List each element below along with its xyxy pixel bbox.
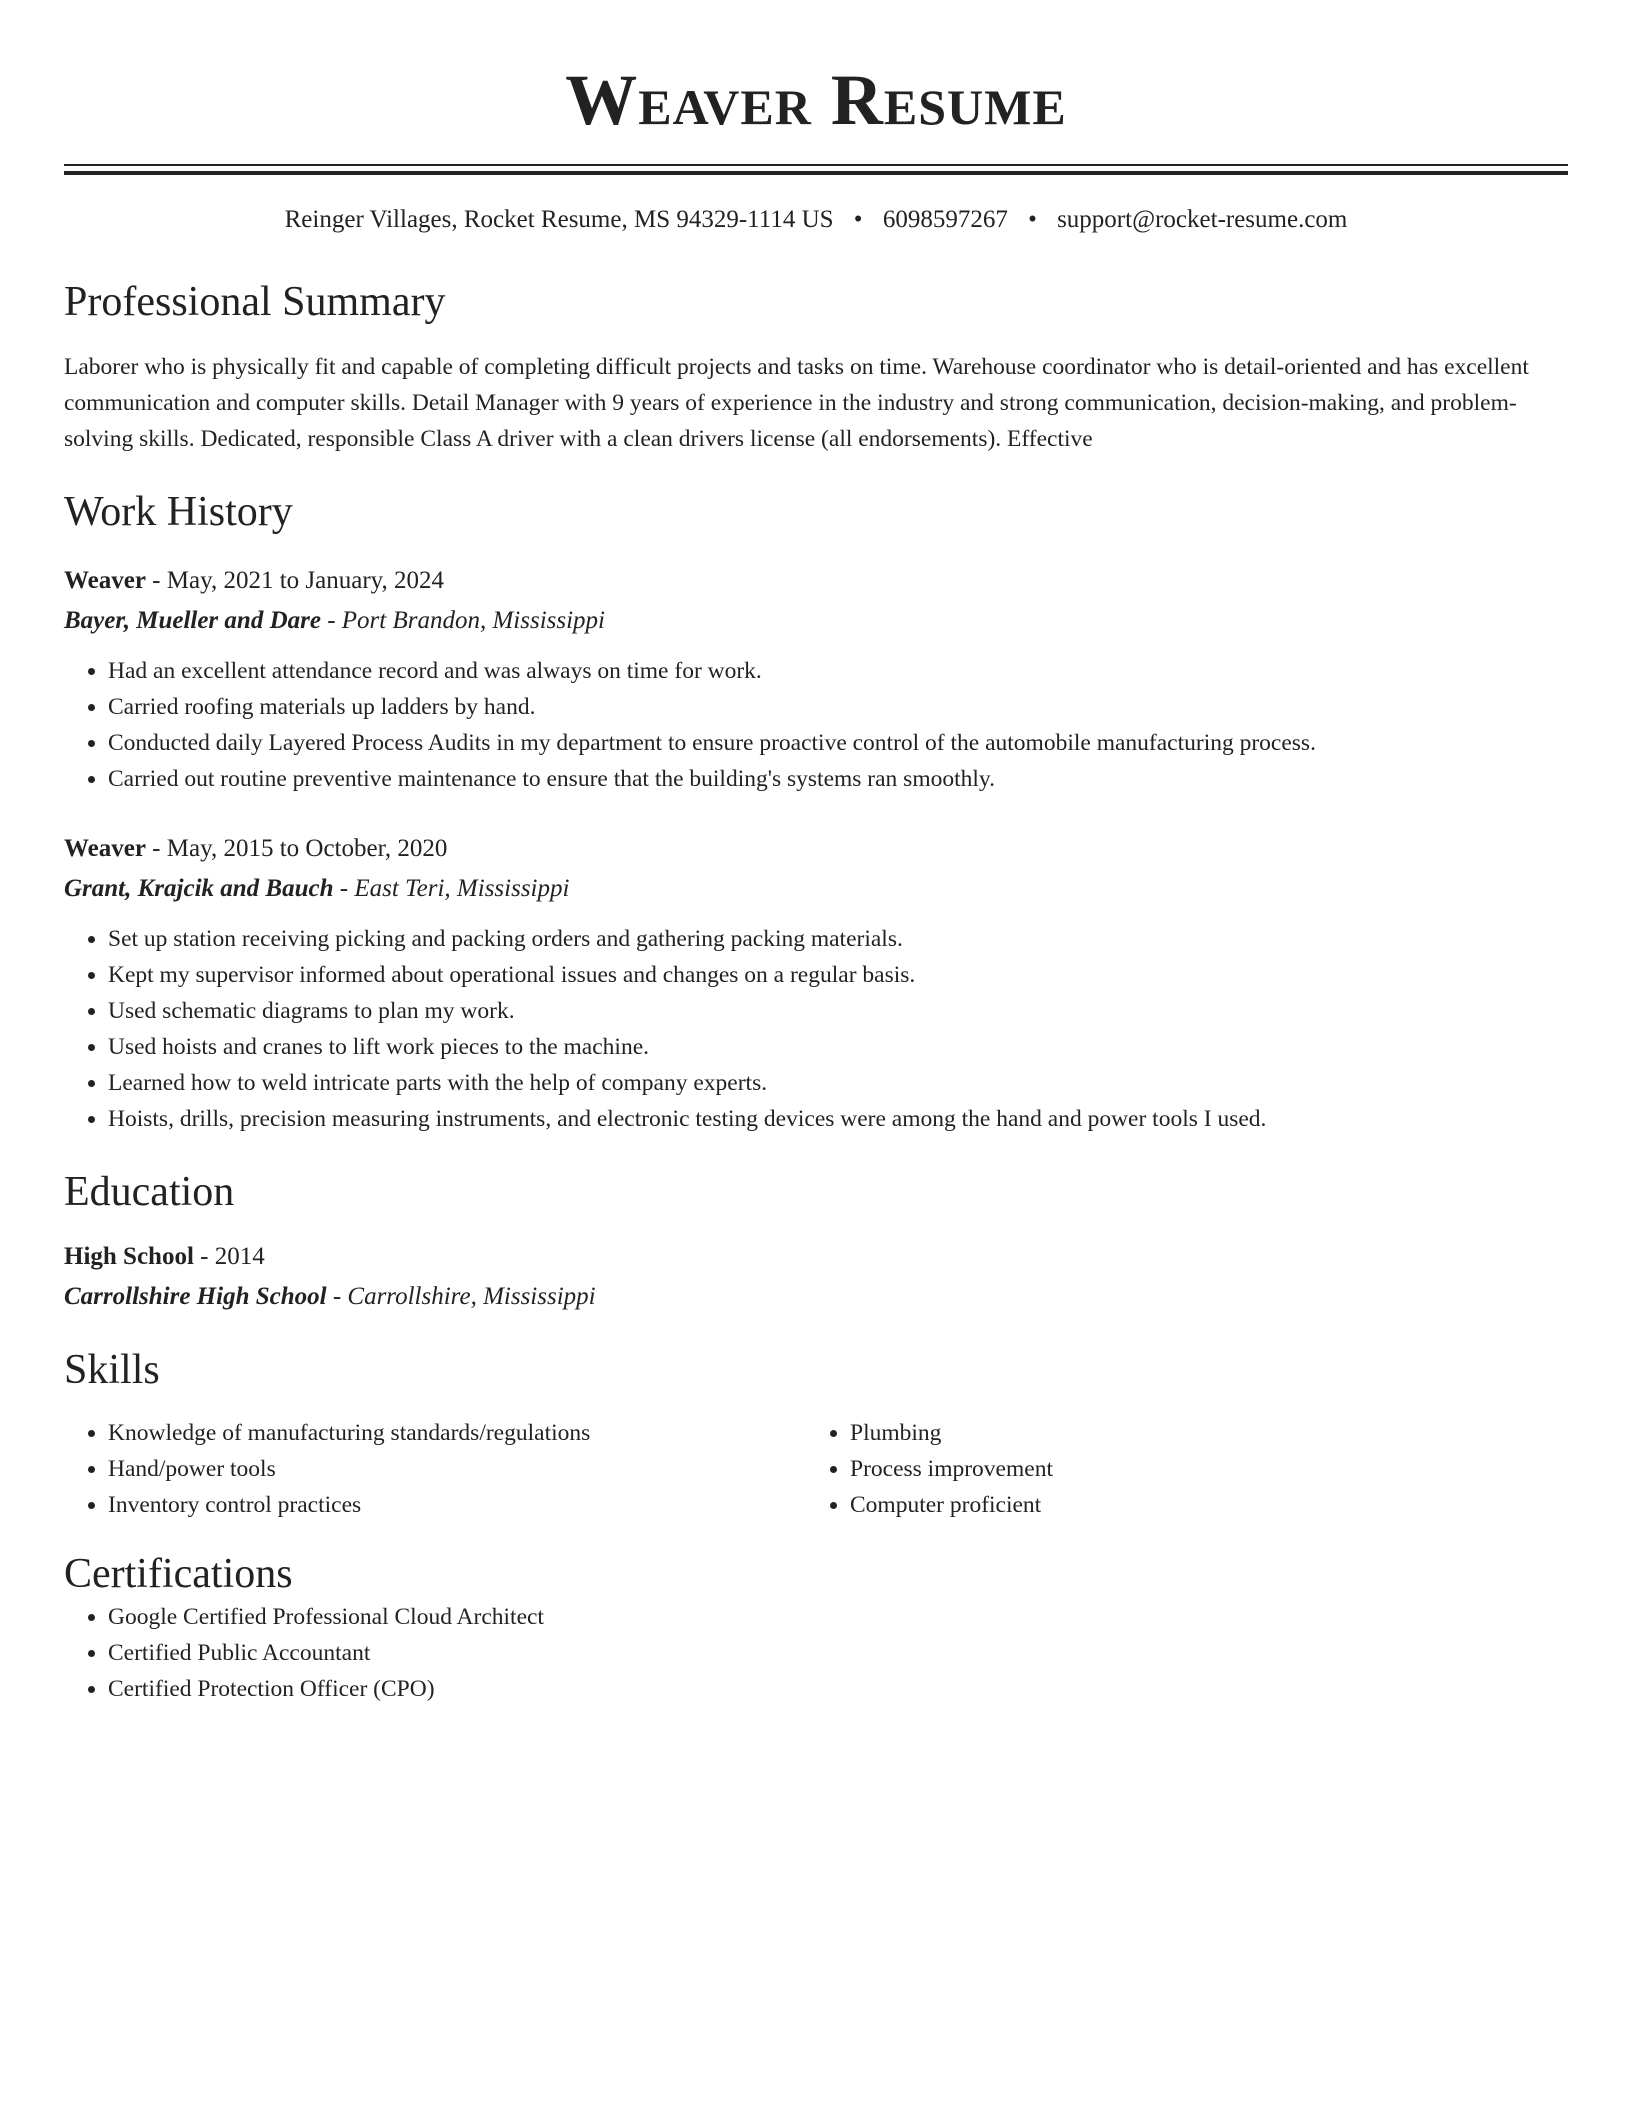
list-item: • Google Certified Professional Cloud Architect xyxy=(108,1599,1568,1635)
list-item: • Computer proficient xyxy=(850,1487,1548,1523)
certifications-heading: Certifications xyxy=(64,1551,293,1597)
education-heading: Education xyxy=(64,1169,235,1215)
resume-name: Weaver Resume xyxy=(565,60,1067,140)
list-item: • Process improvement xyxy=(850,1451,1548,1487)
summary-heading: Professional Summary xyxy=(64,279,446,325)
contact-separator: • xyxy=(1028,206,1037,233)
contact-line xyxy=(64,203,1568,237)
education-school-line xyxy=(64,1279,1568,1315)
contact-email: support@rocket-resume.com xyxy=(1057,206,1348,233)
list-item: • Had an excellent attendance record and was always on time for work. xyxy=(108,653,1568,689)
job-entry xyxy=(64,831,1568,1137)
education-school: Carrollshire High School xyxy=(64,1283,327,1310)
list-item: • Used schematic diagrams to plan my work. xyxy=(108,993,1568,1029)
list-item: • Kept my supervisor informed about operational issues and changes on a regular basis. xyxy=(108,957,1568,993)
contact-separator: • xyxy=(853,206,863,233)
skills-list xyxy=(806,1415,1548,1523)
job-position: Weaver xyxy=(64,835,146,862)
job-duties-list xyxy=(64,653,1568,797)
job-location: - East Teri, Mississippi xyxy=(333,875,570,902)
education-location: - Carrollshire, Mississippi xyxy=(326,1283,596,1310)
skills-list xyxy=(64,1415,806,1523)
job-location: - Port Brandon, Mississippi xyxy=(320,607,605,634)
list-item: • Learned how to weld intricate parts with the help of company experts. xyxy=(108,1065,1568,1101)
certifications-list xyxy=(64,1599,1568,1707)
skills-grid xyxy=(64,1415,1568,1523)
divider-thick-line xyxy=(64,171,1568,175)
job-title-line xyxy=(64,831,1568,867)
list-item: • Hoists, drills, precision measuring instruments, and electronic testing devices were among the hand and power tools I used. xyxy=(108,1101,1568,1137)
skills-heading: Skills xyxy=(64,1347,160,1393)
job-position: Weaver xyxy=(64,567,146,594)
job-employer: Grant, Krajcik and Bauch xyxy=(64,875,334,902)
job-title-line xyxy=(64,563,1568,599)
list-item: • Carried out routine preventive maintenance to ensure that the building's systems ran smoothly. xyxy=(108,761,1568,797)
list-item: • Used hoists and cranes to lift work pieces to the machine. xyxy=(108,1029,1568,1065)
job-entry xyxy=(64,563,1568,797)
job-dates: - May, 2021 to January, 2024 xyxy=(145,567,445,594)
work-history-heading: Work History xyxy=(64,489,293,535)
list-item: • Knowledge of manufacturing standards/regulations xyxy=(108,1415,806,1451)
list-item: • Conducted daily Layered Process Audits in my department to ensure proactive control of the automobile manufacturing process. xyxy=(108,725,1568,761)
job-employer: Bayer, Mueller and Dare xyxy=(64,607,321,634)
skills-column-right xyxy=(806,1415,1548,1523)
education-degree: High School xyxy=(64,1243,194,1270)
list-item: • Set up station receiving picking and packing orders and gathering packing materials. xyxy=(108,921,1568,957)
job-duties-list xyxy=(64,921,1568,1137)
list-item: • Hand/power tools xyxy=(108,1451,806,1487)
list-item: • Carried roofing materials up ladders by hand. xyxy=(108,689,1568,725)
job-employer-line xyxy=(64,871,1568,907)
education-degree-line xyxy=(64,1239,1568,1275)
contact-phone: 6098597267 xyxy=(882,206,1008,233)
education-entry xyxy=(64,1239,1568,1315)
education-year: - 2014 xyxy=(193,1243,265,1270)
list-item: • Certified Protection Officer (CPO) xyxy=(108,1671,1568,1707)
list-item: • Plumbing xyxy=(850,1415,1548,1451)
header-divider xyxy=(64,164,1568,175)
contact-address: Reinger Villages, Rocket Resume, MS 94329-1114 US xyxy=(284,206,834,233)
job-employer-line xyxy=(64,603,1568,639)
list-item: • Certified Public Accountant xyxy=(108,1635,1568,1671)
skills-column-left xyxy=(64,1415,806,1523)
job-dates: - May, 2015 to October, 2020 xyxy=(145,835,448,862)
summary-text: Laborer who is physically fit and capable of completing difficult projects and tasks on time. Warehouse coordinator who is detail-oriented and has excellent communication and computer skills. Detail Manager with 9 years of experience in the industry and strong communication, decision-making, and problem-solving skills. Dedicated, responsible Class A driver with a clean drivers license (all endorsements). Effective xyxy=(64,354,1529,452)
list-item: • Inventory control practices xyxy=(108,1487,806,1523)
